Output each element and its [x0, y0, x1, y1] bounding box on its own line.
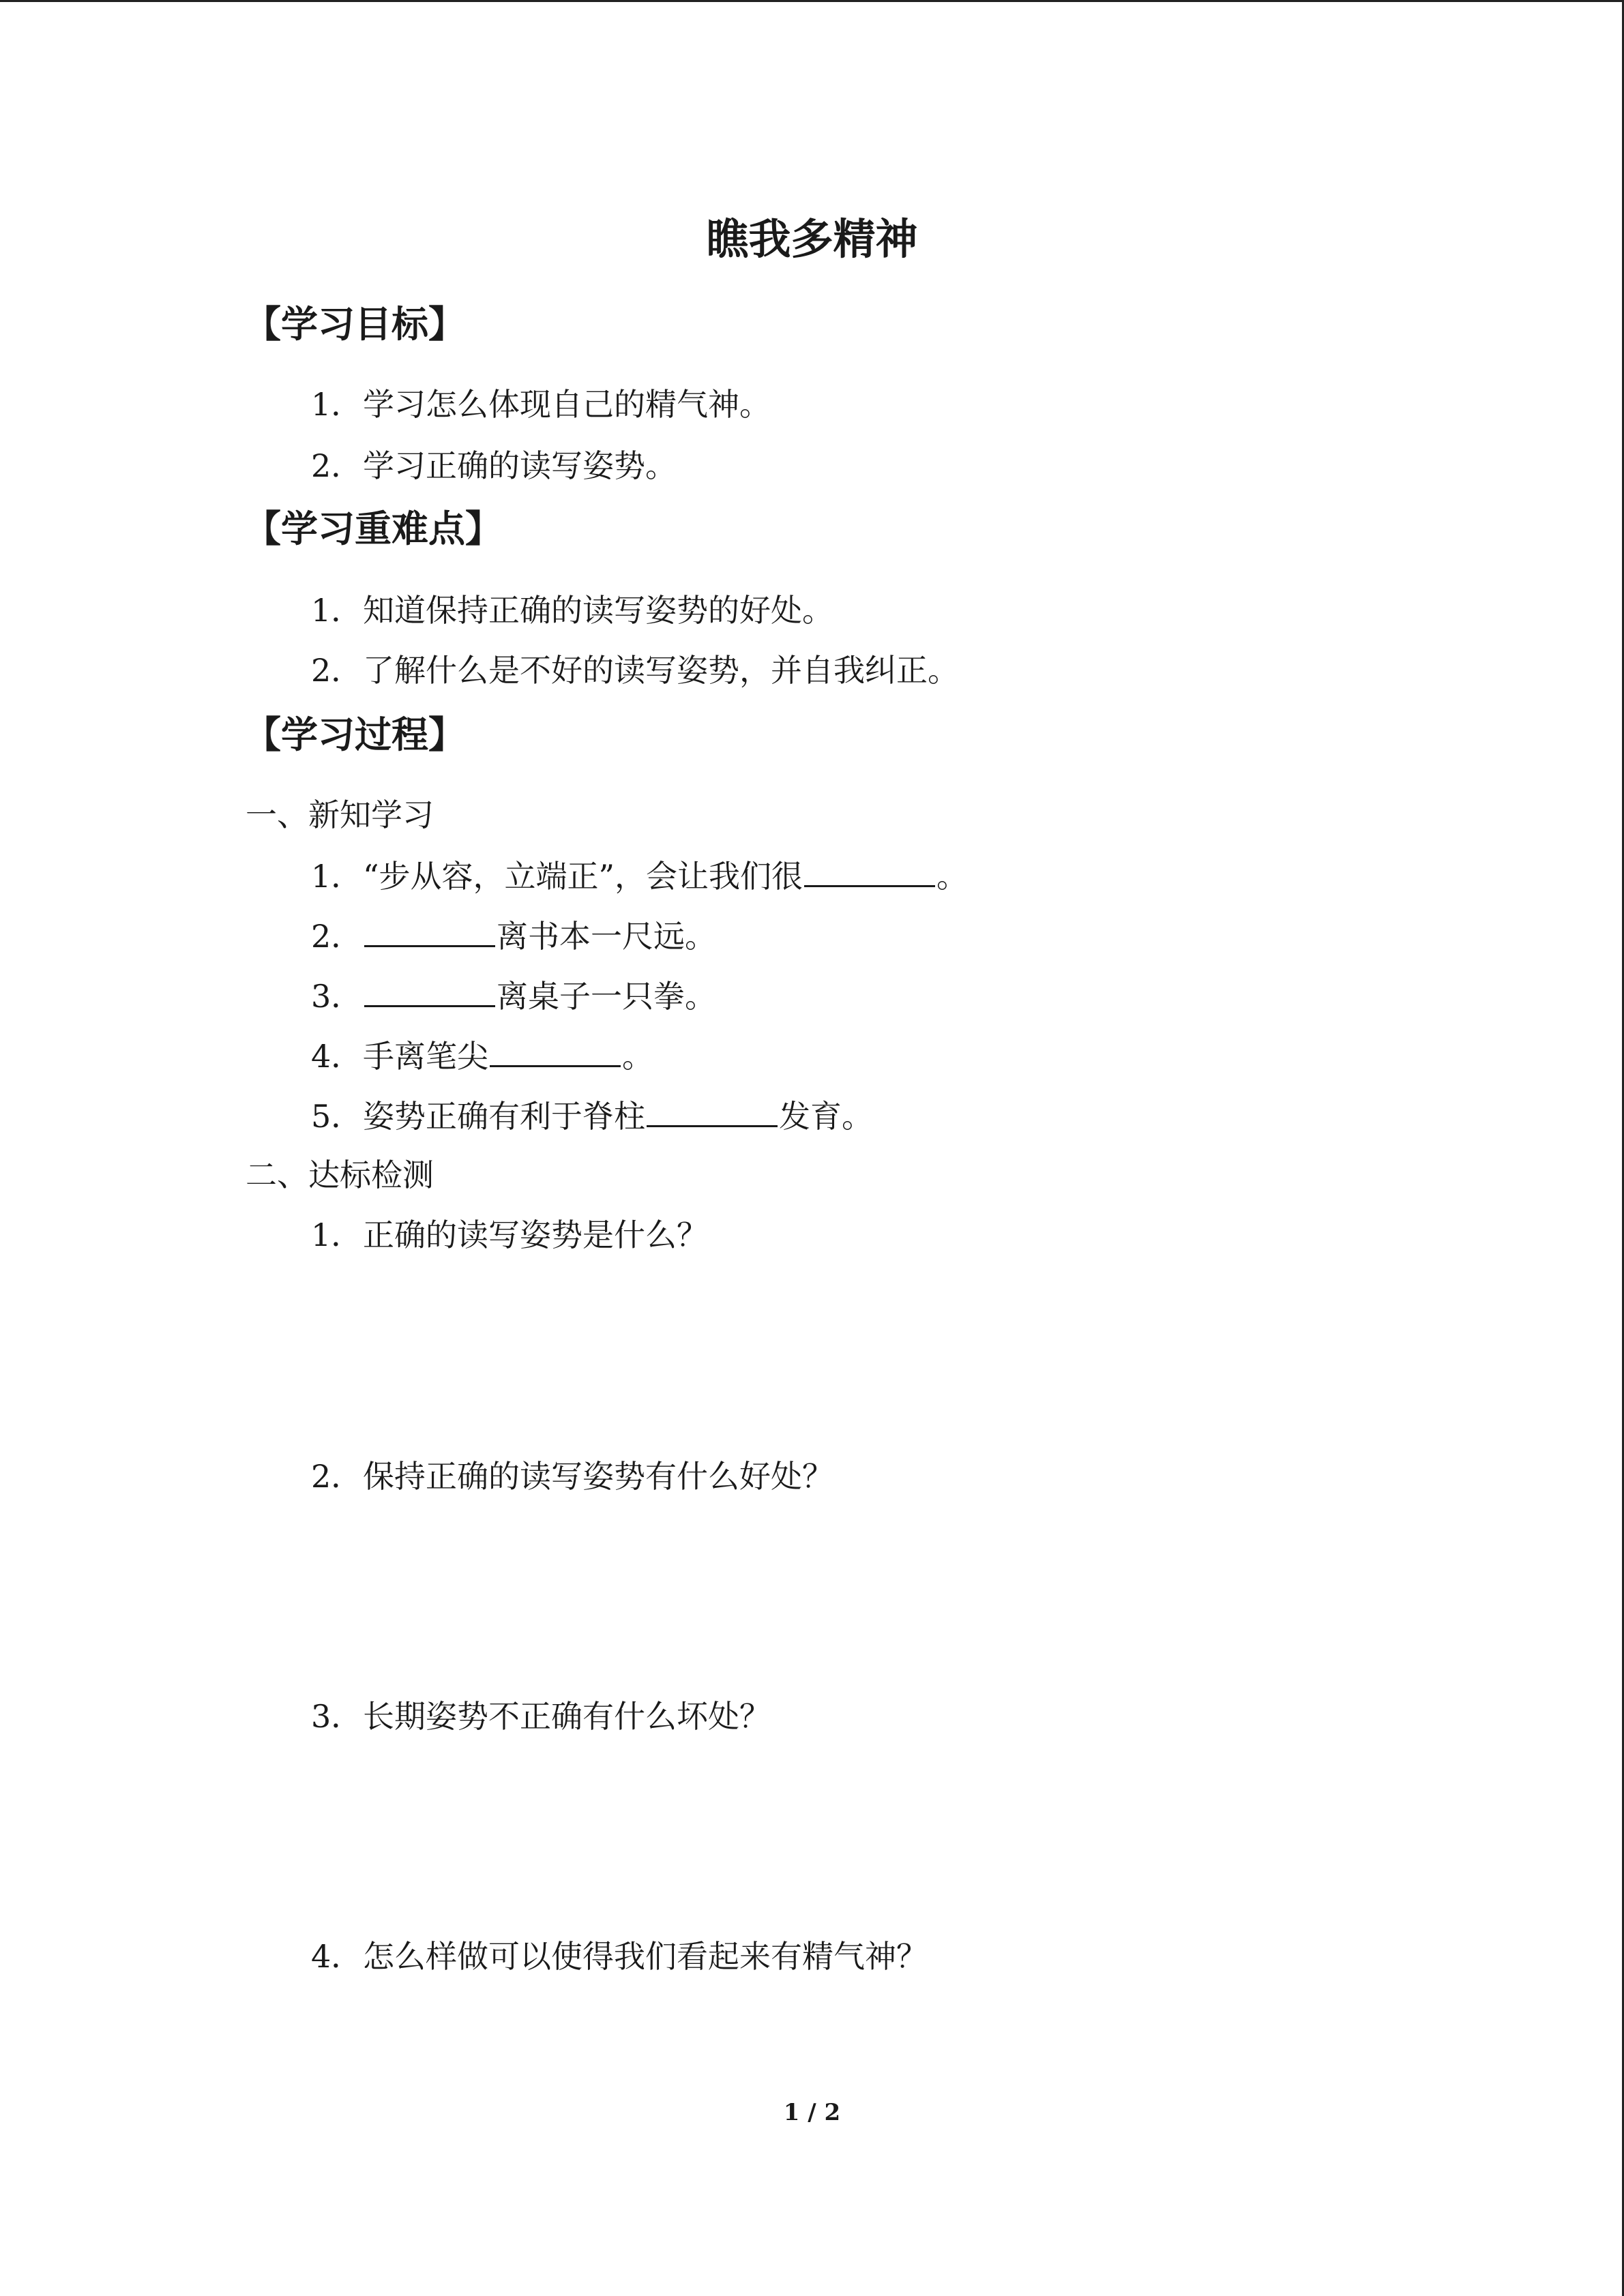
item-number: 3． [311, 978, 363, 1015]
top-border [0, 0, 1624, 2]
page-title: 瞧我多精神 [706, 214, 918, 264]
answer-blank[interactable] [647, 1098, 778, 1127]
part1-title: 一、新知学习 [246, 796, 434, 833]
heading-objectives: 【学习目标】 [244, 303, 465, 346]
item-text: 学习怎么体现自己的精气神。 [363, 386, 771, 423]
item-text: 学习正确的读写姿势。 [363, 447, 677, 484]
answer-blank[interactable] [804, 858, 935, 887]
item-number: 4． [311, 1038, 363, 1075]
question-text: 正确的读写姿势是什么？ [363, 1217, 708, 1253]
item-number: 1． [311, 858, 363, 895]
item-text-before: 姿势正确有利于脊柱 [363, 1098, 645, 1135]
question-text: 长期姿势不正确有什么坏处？ [363, 1698, 771, 1735]
question-text: 保持正确的读写姿势有什么好处？ [363, 1458, 833, 1495]
item-number: 1． [311, 592, 363, 629]
key-point-item [311, 652, 959, 689]
part2-title: 二、达标检测 [246, 1157, 434, 1193]
item-text-after: 离桌子一只拳。 [497, 978, 716, 1015]
question-text: 怎么样做可以使得我们看起来有精气神？ [363, 1938, 928, 1975]
fill-blank-item [311, 1038, 653, 1075]
question-item [311, 1698, 771, 1735]
item-number: 4． [311, 1938, 363, 1975]
item-text-after: 。 [622, 1038, 653, 1075]
item-number: 3． [311, 1698, 363, 1735]
fill-blank-item [311, 858, 968, 895]
key-point-item [311, 592, 833, 629]
item-number: 1． [311, 386, 363, 423]
fill-blank-item [311, 978, 716, 1015]
item-number: 2． [311, 447, 363, 484]
answer-blank[interactable] [364, 918, 495, 947]
answer-blank[interactable] [364, 978, 495, 1007]
item-text: 知道保持正确的读写姿势的好处。 [363, 592, 833, 629]
item-text-before: “步从容，立端正”，会让我们很 [363, 858, 803, 895]
objective-item [311, 447, 677, 484]
fill-blank-item [311, 918, 716, 955]
question-item [311, 1938, 928, 1975]
item-text-after: 发育。 [779, 1098, 873, 1135]
item-number: 2． [311, 652, 363, 689]
answer-blank[interactable] [490, 1038, 621, 1067]
item-number: 2． [311, 918, 363, 955]
item-number: 2． [311, 1458, 363, 1495]
item-text-before: 手离笔尖 [363, 1038, 488, 1075]
item-text-after: 。 [936, 858, 969, 895]
item-text-after: 离书本一尺远。 [497, 918, 716, 955]
fill-blank-item [311, 1098, 873, 1135]
heading-process: 【学习过程】 [244, 713, 465, 756]
item-number: 5． [311, 1098, 363, 1135]
item-text: 了解什么是不好的读写姿势，并自我纠正。 [363, 652, 959, 689]
page-number: 1 / 2 [783, 2099, 841, 2126]
question-item [311, 1458, 833, 1495]
question-item [311, 1217, 708, 1253]
item-number: 1． [311, 1217, 363, 1253]
objective-item [311, 386, 771, 423]
heading-key-points: 【学习重难点】 [244, 507, 502, 550]
